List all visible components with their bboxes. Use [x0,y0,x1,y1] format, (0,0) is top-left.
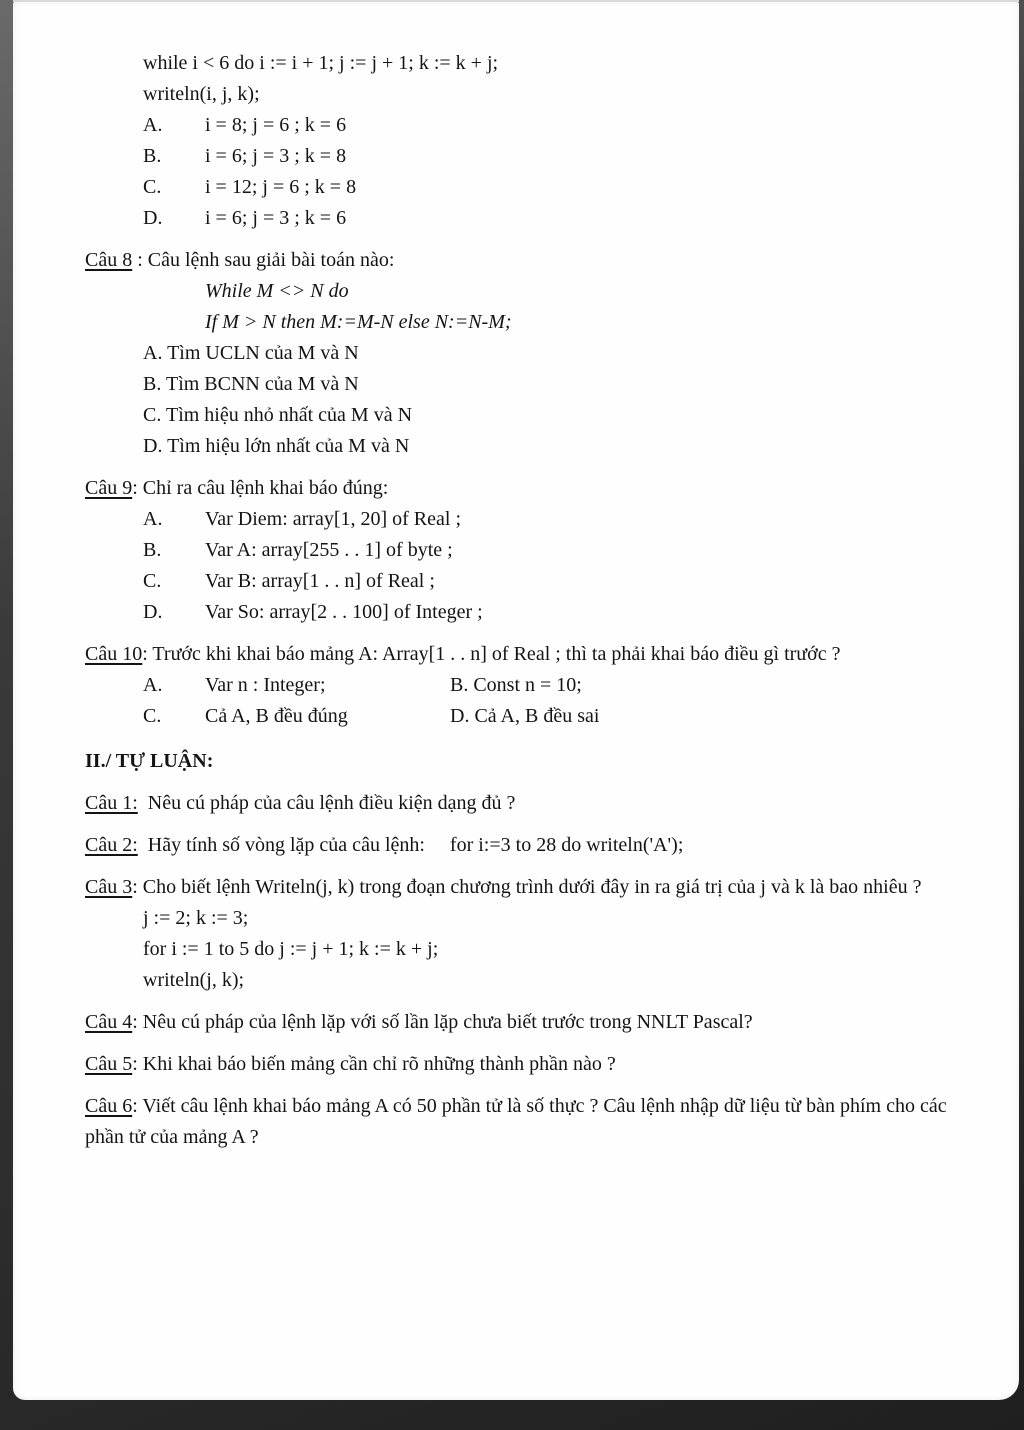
option-text: i = 8; j = 6 ; k = 6 [205,114,347,136]
answer-option-line [143,400,981,431]
question-label: Câu 1: [85,792,138,814]
code-text: writeln(i, j, k); [143,83,260,105]
question-line [85,872,981,903]
option-text: Var Diem: array[1, 20] of Real ; [205,508,462,530]
question-label: Câu 2: [85,834,138,856]
question-text: : Nêu cú pháp của lệnh lặp với số lần lặp chưa biết trước trong NNLT Pascal? [132,1011,753,1033]
code-line [143,79,981,110]
code-line [143,48,981,79]
document-page [13,2,1019,1400]
option-letter: C. [143,570,162,592]
option-letter: B. [143,145,162,167]
option-letter: A. [143,674,163,696]
question-text: : Chỉ ra câu lệnh khai báo đúng: [132,477,389,499]
option-text: i = 12; j = 6 ; k = 8 [205,176,357,198]
option-text: Var B: array[1 . . n] of Real ; [205,570,435,592]
pseudocode-line [205,307,981,338]
option-text: D. Tìm hiệu lớn nhất của M và N [143,435,410,457]
question-label: Câu 5 [85,1053,133,1075]
question-line [85,245,981,276]
option-text: Var A: array[255 . . 1] of byte ; [205,539,453,561]
answer-option-line [143,535,981,566]
question-line [85,473,981,504]
question-text: Hãy tính số vòng lặp của câu lệnh: for i:=3 to 28 do writeln('A'); [137,834,684,856]
question-text: : Trước khi khai báo mảng A: Array[1 . . n] of Real ; thì ta phải khai báo điều gì trước ? [142,643,841,665]
option-text: D. Cả A, B đều sai [450,705,600,727]
pseudocode-text: If M > N then M:=M-N else N:=N-M; [205,311,512,333]
question-line [85,1091,981,1153]
question-label: Câu 6 [85,1095,133,1117]
code-text: j := 2; k := 3; [143,907,249,929]
option-letter: D. [143,601,163,623]
answer-option-row [143,670,981,701]
question-text: : Câu lệnh sau giải bài toán nào: [132,249,395,271]
answer-option-line [143,431,981,462]
question-label: Câu 3 [85,876,133,898]
code-text: writeln(j, k); [143,969,245,991]
option-text: i = 6; j = 3 ; k = 8 [205,145,347,167]
question-line [85,1049,981,1080]
answer-option-line [143,504,981,535]
option-text: B. Tìm BCNN của M và N [143,373,359,395]
question-text: Nêu cú pháp của câu lệnh điều kiện dạng đủ ? [137,792,516,814]
answer-option-line [143,369,981,400]
option-text: C. Tìm hiệu nhỏ nhất của M và N [143,404,413,426]
pseudocode-text: While M <> N do [205,280,349,302]
code-line [143,965,981,996]
code-line [143,934,981,965]
code-text: while i < 6 do i := i + 1; j := j + 1; k := k + j; [143,52,499,74]
option-letter: C. [143,176,162,198]
question-label: Câu 10 [85,643,143,665]
answer-option-line [143,172,981,203]
option-text: A. Tìm UCLN của M và N [143,342,359,364]
question-label: Câu 4 [85,1011,133,1033]
option-letter: B. [143,539,162,561]
option-text: Var So: array[2 . . 100] of Integer ; [205,601,483,623]
question-text: : Cho biết lệnh Writeln(j, k) trong đoạn chương trình dưới đây in ra giá trị của j và k là bao nhiêu ? [132,876,922,898]
answer-option-line [143,203,981,234]
question-line [85,830,981,861]
question-label: Câu 8 [85,249,133,271]
section-heading [85,746,981,777]
question-line [85,639,981,670]
question-line [85,788,981,819]
option-text: Cả A, B đều đúng [205,705,348,727]
section-heading-text: II./ TỰ LUẬN: [85,750,214,772]
code-text: for i := 1 to 5 do j := j + 1; k := k + j; [143,938,439,960]
answer-option-line [143,338,981,369]
answer-option-row [143,701,981,732]
option-text: i = 6; j = 3 ; k = 6 [205,207,347,229]
code-line [143,903,981,934]
question-line [85,1007,981,1038]
question-text: : Viết câu lệnh khai báo mảng A có 50 phần tử là số thực ? Câu lệnh nhập dữ liệu từ bàn phím cho các phần tử của mảng A ? [85,1095,952,1148]
option-letter: A. [143,508,163,530]
answer-option-line [143,597,981,628]
option-letter: A. [143,114,163,136]
question-text: : Khi khai báo biến mảng cần chỉ rõ những thành phần nào ? [132,1053,616,1075]
answer-option-line [143,110,981,141]
option-letter: C. [143,705,162,727]
answer-option-line [143,141,981,172]
question-label: Câu 9 [85,477,133,499]
pseudocode-line [205,276,981,307]
document-lines [85,48,981,1153]
option-text: B. Const n = 10; [450,674,582,696]
option-letter: D. [143,207,163,229]
option-text: Var n : Integer; [205,674,326,696]
answer-option-line [143,566,981,597]
